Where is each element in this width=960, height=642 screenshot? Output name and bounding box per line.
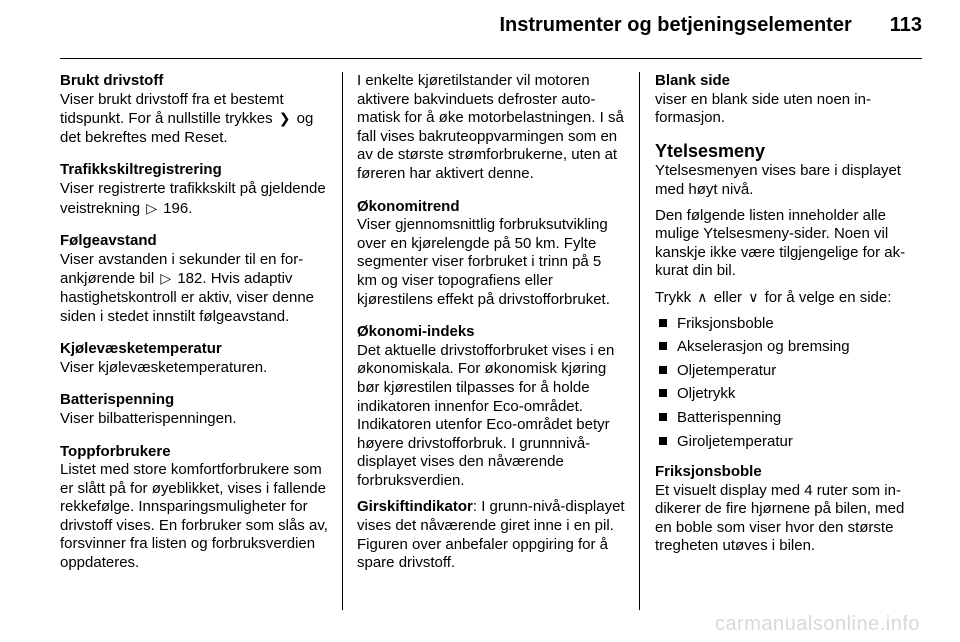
column-left [60,72,328,587]
section-text: viser en blank side uten noen informasjon. [655,90,871,127]
bullet-square-icon [659,437,667,445]
watermark: carmanualsonline.info [714,613,920,635]
section-heading: Toppforbrukere [60,442,171,460]
section-brukt-drivstoff [60,72,328,147]
bullet-square-icon [659,413,667,421]
column-divider [639,72,640,610]
section-text: Et visuelt display med 4 ruter som indikerer de fire hjørnene på bilen, med en boble som viser hvor den største tregheten utøves i bilen. [655,481,905,555]
bullet-square-icon [659,342,667,350]
section-text: Ytelsesmenyen vises bare i displayet med høyt nivå. [655,162,901,198]
section-text: I enkelte kjøretilstander vil motoren aktivere bakvinduets defroster automatisk for å øke motorbelastningen. I så fall vises bakruteoppvarmingen som en av de største strømforbrukerne, uten at føreren har aktivert denne. [357,72,624,182]
section-heading: Ytelsesmeny [655,140,766,161]
section-text: Viser kjølevæsketemperaturen. [60,358,268,376]
section-kjolevaeske [60,340,328,377]
list-item: Batterispenning [655,409,923,428]
bullet-square-icon [659,366,667,374]
section-heading: Brukt drivstoff [60,72,164,89]
list-item: Oljetrykk [655,385,923,404]
section-text: Den følgende listen inneholder alle mulige Ytelsesmeny-sider. Noen vil kanskje ikke være tilgjengelige for akkurat din bil. [655,206,906,280]
page-reference-icon: ▷ [160,270,172,287]
section-trafikkskilt [60,161,328,218]
column-divider [342,72,343,610]
section-heading: Økonomitrend [357,197,460,215]
list-item: Oljetemperatur [655,362,923,381]
page-list [655,315,923,452]
section-batterispenning [60,391,328,428]
section-text: Det aktuelle drivstofforbruket vises i en økonomiskala. For økonomisk kjøring bør kjørestilen tilpasses for å holde indikatoren innenfor Eco-området. Indikatoren utenfor Eco-området betyr høyere drivstofforbruk. I grunnnivå-displayet vises den nåværende forbruksverdien. [357,341,615,489]
list-item: Akselerasjon og bremsing [655,338,923,357]
page-header [499,14,922,37]
bullet-square-icon [659,389,667,397]
section-toppforbrukere [60,443,328,573]
section-heading: Batterispenning [60,391,175,409]
bullet-square-icon [659,319,667,327]
chevron-down-icon: ∨ [748,288,759,305]
chapter-title: Instrumenter og betjeningselementer [499,14,852,36]
section-ytelsesmeny [655,142,923,451]
section-heading: Trafikkskiltregistrering [60,161,222,179]
section-text: Viser registrerte trafikkskilt på gjeldende veistrekning ▷ 196. [60,179,326,217]
section-text: Viser avstanden i sekunder til en forankjørende bil ▷ 182. Hvis adaptiv hastighetskontroll er aktiv, viser denne siden i stedet innstilt følgeavstand. [60,250,315,325]
chevron-up-icon: ∧ [697,288,708,305]
section-heading: Følgeavstand [60,232,157,250]
section-heading: Kjølevæsketemperatur [60,340,222,358]
section-okonomi-indeks [357,323,625,490]
list-item: Giroljetemperatur [655,433,923,452]
section-girskiftindikator [357,498,625,572]
header-rule [60,58,922,59]
section-text: Viser bilbatterispenningen. [60,409,237,427]
chevron-right-icon: ❯ [278,110,291,127]
section-heading: Blank side [655,72,731,89]
section-text: Listet med store komfortforbrukere som er slått på for øyeblikket, vises i fallende rekkefølge. Innsparingsmuligheter for drivstoff vises. En forbruker som slås av, forsvinner fra listen og forbruksverdien oppdateres. [60,461,328,572]
page-reference-icon: ▷ [146,199,157,216]
section-text: Viser brukt drivstoff fra et bestemt tidspunkt. For å nullstille trykkes ❯ og det bekreftes med Reset. [60,90,314,146]
page-number: 113 [889,14,922,36]
list-item: Friksjonsboble [655,315,923,334]
section-okonomitrend [357,198,625,310]
column-right [655,72,923,570]
section-text: Girskiftindikator: I grunn-nivå-displayet vises det nåværende giret inne i en pil. Figuren over anbefaler oppgiring for å spare drivstoff. [357,498,625,572]
section-friksjonsboble [655,463,923,556]
section-defroster [357,72,625,184]
column-middle [357,72,625,587]
section-folgeavstand [60,232,328,326]
section-blank-side [655,72,923,128]
section-heading: Friksjonsboble [655,463,762,481]
section-text: Trykk ∧ eller ∨ for å velge en side: [655,288,892,306]
section-text: Viser gjennomsnittlig forbruksutvikling over en kjørelengde på 50 km. Fylte segmenter viser forbruket i trinn på 5 km og viser topografiens eller kjørestilens effekt på drivstofforbruket. [357,216,610,308]
section-heading: Økonomi-indeks [357,323,475,341]
